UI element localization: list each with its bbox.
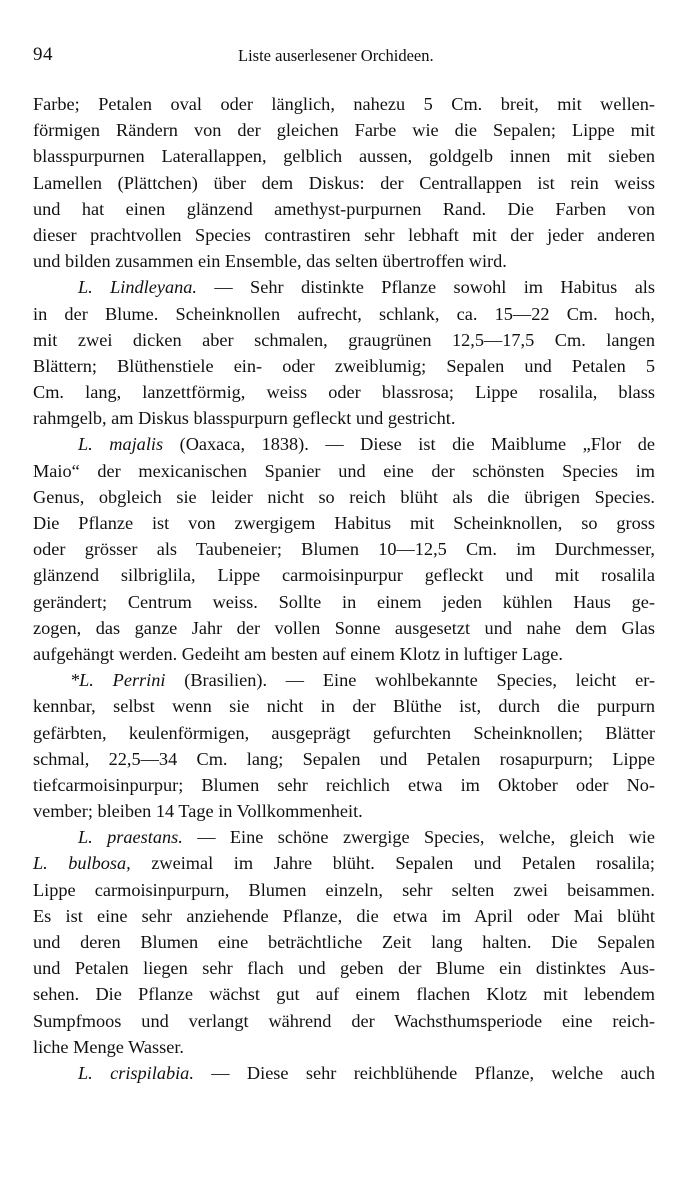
text-line: gerändert; Centrum weiss. Sollte in einem jeden kühlen Haus ge-	[33, 591, 655, 612]
species-entry	[33, 824, 655, 1060]
text-line: Lippe carmoisinpurpurn, Blumen einzeln, sehr selten zwei beisammen.	[33, 879, 655, 900]
text-line: kennbar, selbst wenn sie nicht in der Blüthe ist, durch die purpurn	[33, 696, 655, 717]
text-line: Die Pflanze ist von zwergigem Habitus mit Scheinknollen, so gross	[33, 513, 655, 533]
text-line	[33, 431, 655, 457]
text-line	[33, 274, 655, 300]
text-run: zweimal im Jahre blüht. Sepalen und Petalen rosalila;	[130, 853, 655, 874]
species-entry	[33, 1060, 655, 1086]
text-run: — Sehr distinkte Pflanze sowohl im Habitus als	[196, 277, 655, 298]
body-text	[33, 91, 655, 1086]
text-line: Genus, obgleich sie leider nicht so reich blüht als die übrigen Species.	[33, 486, 655, 507]
text-line: aufgehängt werden. Gedeiht am besten auf einem Klotz in luftiger Lage.	[33, 643, 563, 664]
text-line: Maio“ der mexicanischen Spanier und eine der schönsten Species im	[33, 460, 655, 481]
species-entry	[33, 667, 655, 824]
page-header	[33, 44, 655, 74]
species-name: L. praestans.	[78, 827, 183, 848]
species-entry	[33, 431, 655, 667]
text-line: dieser prachtvollen Species contrastiren sehr lebhaft mit der jeder anderen	[33, 224, 655, 245]
species-name: L. Lindleyana.	[78, 277, 197, 298]
text-line: förmigen Rändern von der gleichen Farbe wie die Sepalen; Lippe mit	[33, 120, 655, 141]
text-line: zogen, das ganze Jahr der vollen Sonne ausgesetzt und nahe dem Glas	[33, 617, 655, 638]
text-line: schmal, 22,5—34 Cm. lang; Sepalen und Petalen rosapurpurn; Lippe	[33, 748, 655, 769]
text-line: und hat einen glänzend amethyst-purpurnen Rand. Die Farben von	[33, 198, 655, 219]
text-line: liche Menge Wasser.	[33, 1036, 184, 1057]
text-run: — Eine schöne zwergige Species, welche, gleich wie	[182, 827, 655, 848]
species-name: L. bulbosa,	[33, 853, 131, 874]
text-line: oder grösser als Taubeneier; Blumen 10—12,5 Cm. im Durchmesser,	[33, 539, 655, 560]
text-line: Es ist eine sehr anziehende Pflanze, die etwa im April oder Mai blüht	[33, 905, 655, 926]
text-line: glänzend silbriglila, Lippe carmoisinpurpur gefleckt und mit rosalila	[33, 565, 655, 586]
text-line: mit zwei dicken aber schmalen, graugrünen 12,5—17,5 Cm. langen	[33, 329, 655, 350]
species-name: L. majalis	[78, 434, 164, 455]
text-line: Sumpfmoos und verlangt während der Wachsthumsperiode eine reich-	[33, 1010, 655, 1031]
text-line	[33, 850, 655, 876]
text-line: rahmgelb, am Diskus blasspurpurn gefleckt und gestricht.	[33, 408, 456, 429]
page-number: 94	[33, 44, 53, 65]
text-line	[33, 1060, 655, 1086]
text-line: und deren Blumen eine beträchtliche Zeit lang halten. Die Sepalen	[33, 932, 655, 952]
text-line: vember; bleiben 14 Tage in Vollkommenheit.	[33, 801, 363, 822]
species-name: L. crispilabia.	[78, 1062, 194, 1083]
text-line: und Petalen liegen sehr flach und geben der Blume ein distinktes Aus-	[33, 958, 655, 979]
species-entry	[33, 274, 655, 431]
paragraph	[33, 91, 655, 274]
text-line: blasspurpurnen Laterallappen, gelblich aussen, goldgelb innen mit sieben	[33, 146, 655, 167]
text-line	[33, 667, 655, 693]
text-line: Lamellen (Plättchen) über dem Diskus: der Centrallappen ist rein weiss	[33, 172, 655, 193]
text-run: (Brasilien). — Eine wohlbekannte Species, leicht er-	[165, 670, 655, 691]
text-line: tiefcarmoisinpurpur; Blumen sehr reichlich etwa im Oktober oder No-	[33, 774, 655, 795]
text-run: (Oaxaca, 1838). — Diese ist die Maiblume „Flor de	[163, 434, 655, 455]
text-run: — Diese sehr reichblühende Pflanze, welche auch	[193, 1062, 656, 1083]
running-title: Liste auserlesener Orchideen.	[238, 46, 434, 65]
text-line: in der Blume. Scheinknollen aufrecht, schlank, ca. 15—22 Cm. hoch,	[33, 303, 655, 324]
species-name: *L. Perrini	[70, 670, 166, 691]
text-line	[33, 824, 655, 850]
text-line: Cm. lang, lanzettförmig, weiss oder blassrosa; Lippe rosalila, blass	[33, 382, 655, 403]
text-line: sehen. Die Pflanze wächst gut auf einem flachen Klotz mit lebendem	[33, 984, 655, 1005]
text-line: gefärbten, keulenförmigen, ausgeprägt gefurchten Scheinknollen; Blätter	[33, 722, 655, 743]
text-line: Farbe; Petalen oval oder länglich, nahezu 5 Cm. breit, mit wellen-	[33, 94, 655, 114]
text-line: Blättern; Blüthenstiele ein- oder zweiblumig; Sepalen und Petalen 5	[33, 355, 655, 376]
text-line: und bilden zusammen ein Ensemble, das selten übertroffen wird.	[33, 251, 507, 272]
